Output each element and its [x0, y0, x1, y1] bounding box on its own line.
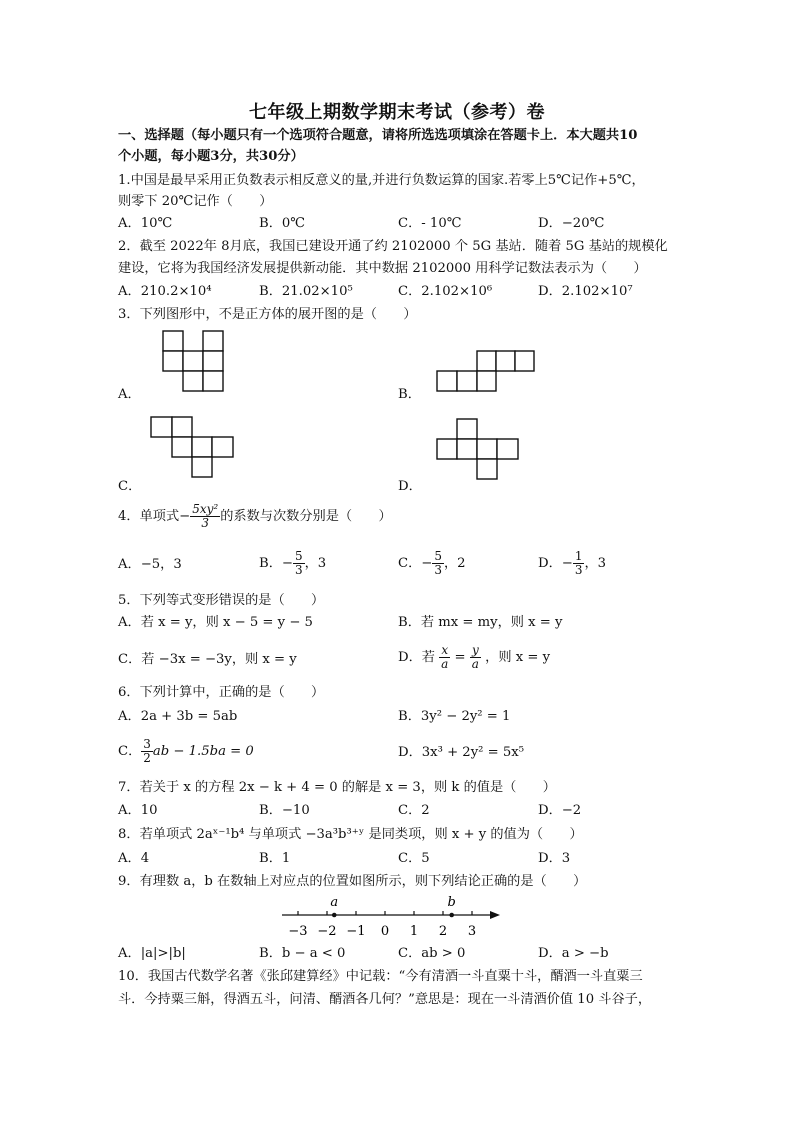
- q9-option-c: C．ab > 0: [398, 946, 466, 961]
- q1-option-d: D．−20℃: [538, 216, 605, 231]
- q7-option-d: D．−2: [538, 803, 582, 818]
- q4-b-pre: B．−: [259, 556, 293, 571]
- q8-option-b: B．1: [259, 851, 291, 866]
- q5-stem: 5．下列等式变形错误的是（ ）: [118, 593, 325, 608]
- q8-option-c: C．5: [398, 851, 430, 866]
- q6-stem: 6．下列计算中，正确的是（ ）: [118, 685, 325, 700]
- q5-option-d: [398, 644, 550, 671]
- q6-option-b: B．3y² − 2y² = 1: [398, 709, 511, 724]
- page-title: 七年级上期数学期末考试（参考）卷: [249, 102, 545, 123]
- q4-stem-pre: 4．单项式−: [118, 509, 191, 524]
- q3-label-c: C．: [118, 479, 142, 494]
- q10-stem-line2: 斗．今持粟三斛，得酒五斗，问清、醑酒各几何？”意思是：现在一斗清酒价值 10 斗谷子，: [118, 992, 652, 1007]
- number-line-tick-label: 3: [467, 924, 477, 939]
- q6-option-d: D．3x³ + 2y² = 5x⁵: [398, 745, 524, 760]
- q4-d-post: ，3: [584, 556, 607, 571]
- q5-d-d2: a: [471, 657, 479, 671]
- q4-frac-den: 3: [201, 516, 210, 530]
- q8-stem: 8．若单项式 2aˣ⁻¹b⁴ 与单项式 −3a³b³⁺ʸ 是同类项，则 x + y 的值为（ ）: [118, 827, 583, 842]
- q1-option-a: A．10℃: [118, 216, 173, 231]
- q4-d-den: 3: [574, 563, 583, 577]
- number-line-tick-label: −2: [317, 924, 337, 939]
- cube-net-d: [436, 418, 522, 488]
- q4-b-den: 3: [294, 563, 303, 577]
- q5-d-frac1: [439, 644, 450, 671]
- q7-option-c: C．2: [398, 803, 430, 818]
- q4-stem-post: 的系数与次数分别是（ ）: [220, 509, 392, 524]
- section1-heading-line2: 个小题，每小题3分，共30分）: [118, 149, 304, 164]
- q2-stem-line2: 建设，它将为我国经济发展提供新动能．其中数据 2102000 用科学记数法表示为（ ）: [118, 261, 647, 276]
- q6-option-a: A．2a + 3b = 5ab: [118, 709, 238, 724]
- q4-b-post: ，3: [304, 556, 327, 571]
- q5-d-frac2: [470, 644, 481, 671]
- number-line-svg: [278, 893, 508, 943]
- q2-option-a: A．210.2×10⁴: [118, 284, 212, 299]
- q4-option-d: [538, 550, 606, 577]
- q9-option-b: B．b − a < 0: [259, 946, 346, 961]
- q6-c-num: 3: [143, 737, 151, 751]
- q3-label-d: D．: [398, 479, 422, 494]
- number-line: [278, 893, 508, 947]
- number-line-point-label-b: b: [447, 895, 456, 910]
- q4-option-c: [398, 550, 466, 577]
- q5-d-n1: x: [439, 644, 450, 658]
- q2-stem-line1: 2．截至 2022年 8月底，我国已建设开通了约 2102000 个 5G 基站．随着 5G 基站的规模化: [118, 239, 668, 254]
- q6-c-post: ab − 1.5ba = 0: [152, 744, 254, 759]
- q3-label-b: B．: [398, 387, 421, 402]
- q4-c-pre: C．−: [398, 556, 433, 571]
- q4-option-b: [259, 550, 326, 577]
- q4-b-num: 5: [294, 549, 303, 563]
- q3-label-a: A．: [118, 387, 141, 402]
- cube-net-a: [162, 330, 226, 400]
- q6-c-pre: C．: [118, 744, 142, 759]
- q7-option-a: A．10: [118, 803, 158, 818]
- q3-stem: 3．下列图形中，不是正方体的展开图的是（ ）: [118, 307, 417, 322]
- q4-c-den: 3: [434, 563, 442, 577]
- q8-option-a: A．4: [118, 851, 150, 866]
- q1-option-c: C．- 10℃: [398, 216, 462, 231]
- q2-option-d: D．2.102×10⁷: [538, 284, 633, 299]
- q4-c-frac: [432, 550, 444, 577]
- q1-stem-line1: 1.中国是最早采用正负数表示相反意义的量,并进行负数运算的国家.若零上5℃记作+5℃，: [118, 173, 645, 188]
- q4-option-a: A．−5，3: [118, 557, 182, 572]
- number-line-point-label-a: a: [330, 895, 339, 910]
- q4-b-frac: [293, 550, 305, 577]
- q1-option-b: B．0℃: [259, 216, 306, 231]
- q6-c-den: 2: [143, 751, 151, 765]
- q1-stem-line2: 则零下 20℃记作（ ）: [118, 194, 273, 209]
- q2-option-b: B．21.02×10⁵: [259, 284, 353, 299]
- q4-stem: [118, 503, 392, 530]
- q4-frac-num: 5xy²: [192, 502, 219, 516]
- q4-d-frac: [573, 550, 585, 577]
- q5-d-n2: y: [470, 644, 481, 658]
- q4-d-pre: D．−: [538, 556, 573, 571]
- q7-option-b: B．−10: [259, 803, 310, 818]
- q2-option-c: C．2.102×10⁶: [398, 284, 493, 299]
- number-line-tick-label: 2: [438, 924, 448, 939]
- number-line-tick-label: −1: [346, 924, 366, 939]
- q10-stem-line1: 10．我国古代数学名著《张邱建算经》中记载：“今有清酒一斗直粟十斗，醑酒一斗直粟三: [118, 969, 643, 984]
- number-line-tick-label: −3: [288, 924, 308, 939]
- q5-d-d1: a: [441, 657, 449, 671]
- q4-c-num: 5: [434, 549, 442, 563]
- q5-option-a: A．若 x = y，则 x − 5 = y − 5: [118, 615, 313, 630]
- q4-stem-fraction: [190, 503, 220, 530]
- q5-option-c: C．若 −3x = −3y，则 x = y: [118, 652, 297, 667]
- number-line-arrow: [490, 911, 500, 919]
- q6-c-frac: [141, 738, 153, 765]
- q9-option-d: D．a > −b: [538, 946, 609, 961]
- cube-net-c: [150, 416, 236, 486]
- q8-option-d: D．3: [538, 851, 571, 866]
- number-line-point-a: [332, 913, 337, 918]
- q9-stem: 9．有理数 a，b 在数轴上对应点的位置如图所示，则下列结论正确的是（ ）: [118, 874, 587, 889]
- q5-option-b: B．若 mx = my，则 x = y: [398, 615, 563, 630]
- number-line-point-b: [449, 913, 454, 918]
- q4-d-num: 1: [574, 549, 583, 563]
- q6-option-c: [118, 738, 254, 765]
- section1-heading-line1: 一、选择题（每小题只有一个选项符合题意，请将所选选项填涂在答题卡上．本大题共10: [118, 128, 638, 143]
- q5-d-post: ，则 x = y: [485, 650, 551, 665]
- q4-c-post: ，2: [443, 556, 466, 571]
- number-line-tick-label: 1: [409, 924, 419, 939]
- number-line-tick-label: 0: [380, 924, 390, 939]
- cube-net-b: [436, 350, 536, 398]
- q7-stem: 7．若关于 x 的方程 2x − k + 4 = 0 的解是 x = 3，则 k 的值是（ ）: [118, 780, 556, 795]
- q9-option-a: A．|a|>|b|: [118, 946, 186, 961]
- q5-d-pre: D．若: [398, 650, 435, 665]
- q5-d-eq: =: [454, 650, 466, 665]
